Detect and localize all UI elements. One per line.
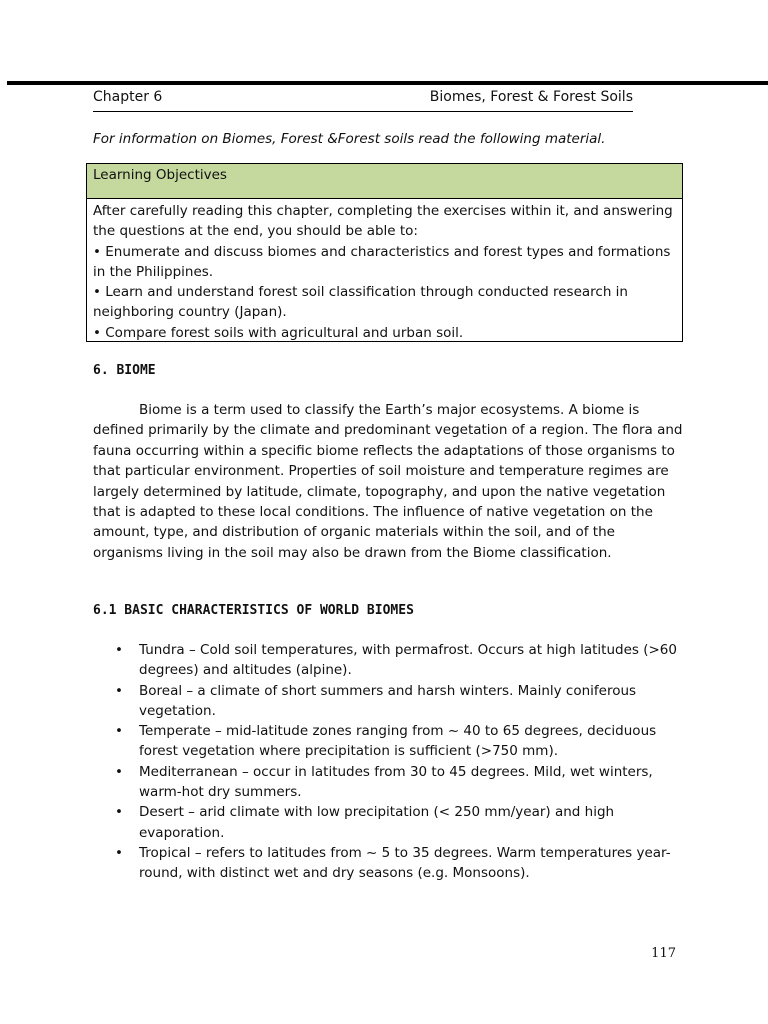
section-heading-biome: 6. BIOME bbox=[93, 363, 156, 378]
biome-list bbox=[93, 640, 683, 884]
objective-line: • Enumerate and discuss biomes and characteristics and forest types and formations in the Philippines. bbox=[93, 243, 671, 280]
page-number: 117 bbox=[651, 946, 676, 961]
list-item bbox=[93, 762, 683, 803]
chapter-label: Chapter 6 bbox=[93, 89, 163, 105]
list-item bbox=[93, 843, 683, 884]
bullet: • bbox=[115, 682, 123, 699]
list-item-text: Boreal – a climate of short summers and harsh winters. Mainly coniferous vegetation. bbox=[139, 682, 637, 719]
learning-objectives-heading: Learning Objectives bbox=[87, 164, 682, 199]
list-item-text: Desert – arid climate with low precipitation (< 250 mm/year) and high evaporation. bbox=[139, 804, 615, 841]
list-item-text: Tundra – Cold soil temperatures, with permafrost. Occurs at high latitudes (>60 degrees) and altitudes (alpine). bbox=[139, 642, 677, 679]
list-item bbox=[93, 802, 683, 843]
top-rule bbox=[7, 81, 768, 85]
list-item bbox=[93, 721, 683, 762]
learning-objectives-box bbox=[86, 163, 683, 342]
bullet: • bbox=[115, 723, 123, 740]
chapter-title: Biomes, Forest & Forest Soils bbox=[429, 89, 633, 105]
section-heading-characteristics: 6.1 BASIC CHARACTERISTICS OF WORLD BIOMES bbox=[93, 603, 414, 618]
bullet: • bbox=[115, 763, 123, 780]
list-item bbox=[93, 640, 683, 681]
list-item bbox=[93, 681, 683, 722]
objective-line: • Learn and understand forest soil classification through conducted research in neighboring country (Japan). bbox=[93, 284, 628, 321]
list-item-text: Tropical – refers to latitudes from ~ 5 to 35 degrees. Warm temperatures year-round, with distinct wet and dry seasons (e.g. Monsoons). bbox=[139, 844, 671, 882]
intro-text: For information on Biomes, Forest &Forest soils read the following material. bbox=[93, 131, 606, 147]
list-item-text: Temperate – mid-latitude zones ranging from ~ 40 to 65 degrees, deciduous forest vegetation where precipitation is sufficient (>750 mm). bbox=[139, 723, 657, 760]
bullet: • bbox=[115, 844, 123, 861]
objective-line: After carefully reading this chapter, completing the exercises within it, and answering the questions at the end, you should be able to: bbox=[93, 203, 673, 240]
list-item-text: Mediterranean – occur in latitudes from 30 to 45 degrees. Mild, wet winters, warm-hot dry summers. bbox=[139, 763, 653, 801]
objective-line: • Compare forest soils with agricultural and urban soil. bbox=[93, 324, 464, 341]
bullet: • bbox=[115, 804, 123, 821]
biome-paragraph: Biome is a term used to classify the Earth’s major ecosystems. A biome is defined primarily by the climate and predominant vegetation of a region. The flora and fauna occurring within a specific biome reflects the adaptations of those organisms to that particular environment. Properties of soil moisture and temperature regimes are largely determined by latitude, climate, topography, and upon the native vegetation that is adapted to these local conditions. The influence of native vegetation on the amount, type, and distribution of organic materials within the soil, and of the organisms living in the soil may also be drawn from the Biome classification. bbox=[93, 402, 683, 561]
bullet: • bbox=[115, 642, 123, 658]
learning-objectives-body bbox=[87, 199, 682, 343]
page-header bbox=[93, 89, 633, 111]
header-rule bbox=[93, 111, 633, 112]
